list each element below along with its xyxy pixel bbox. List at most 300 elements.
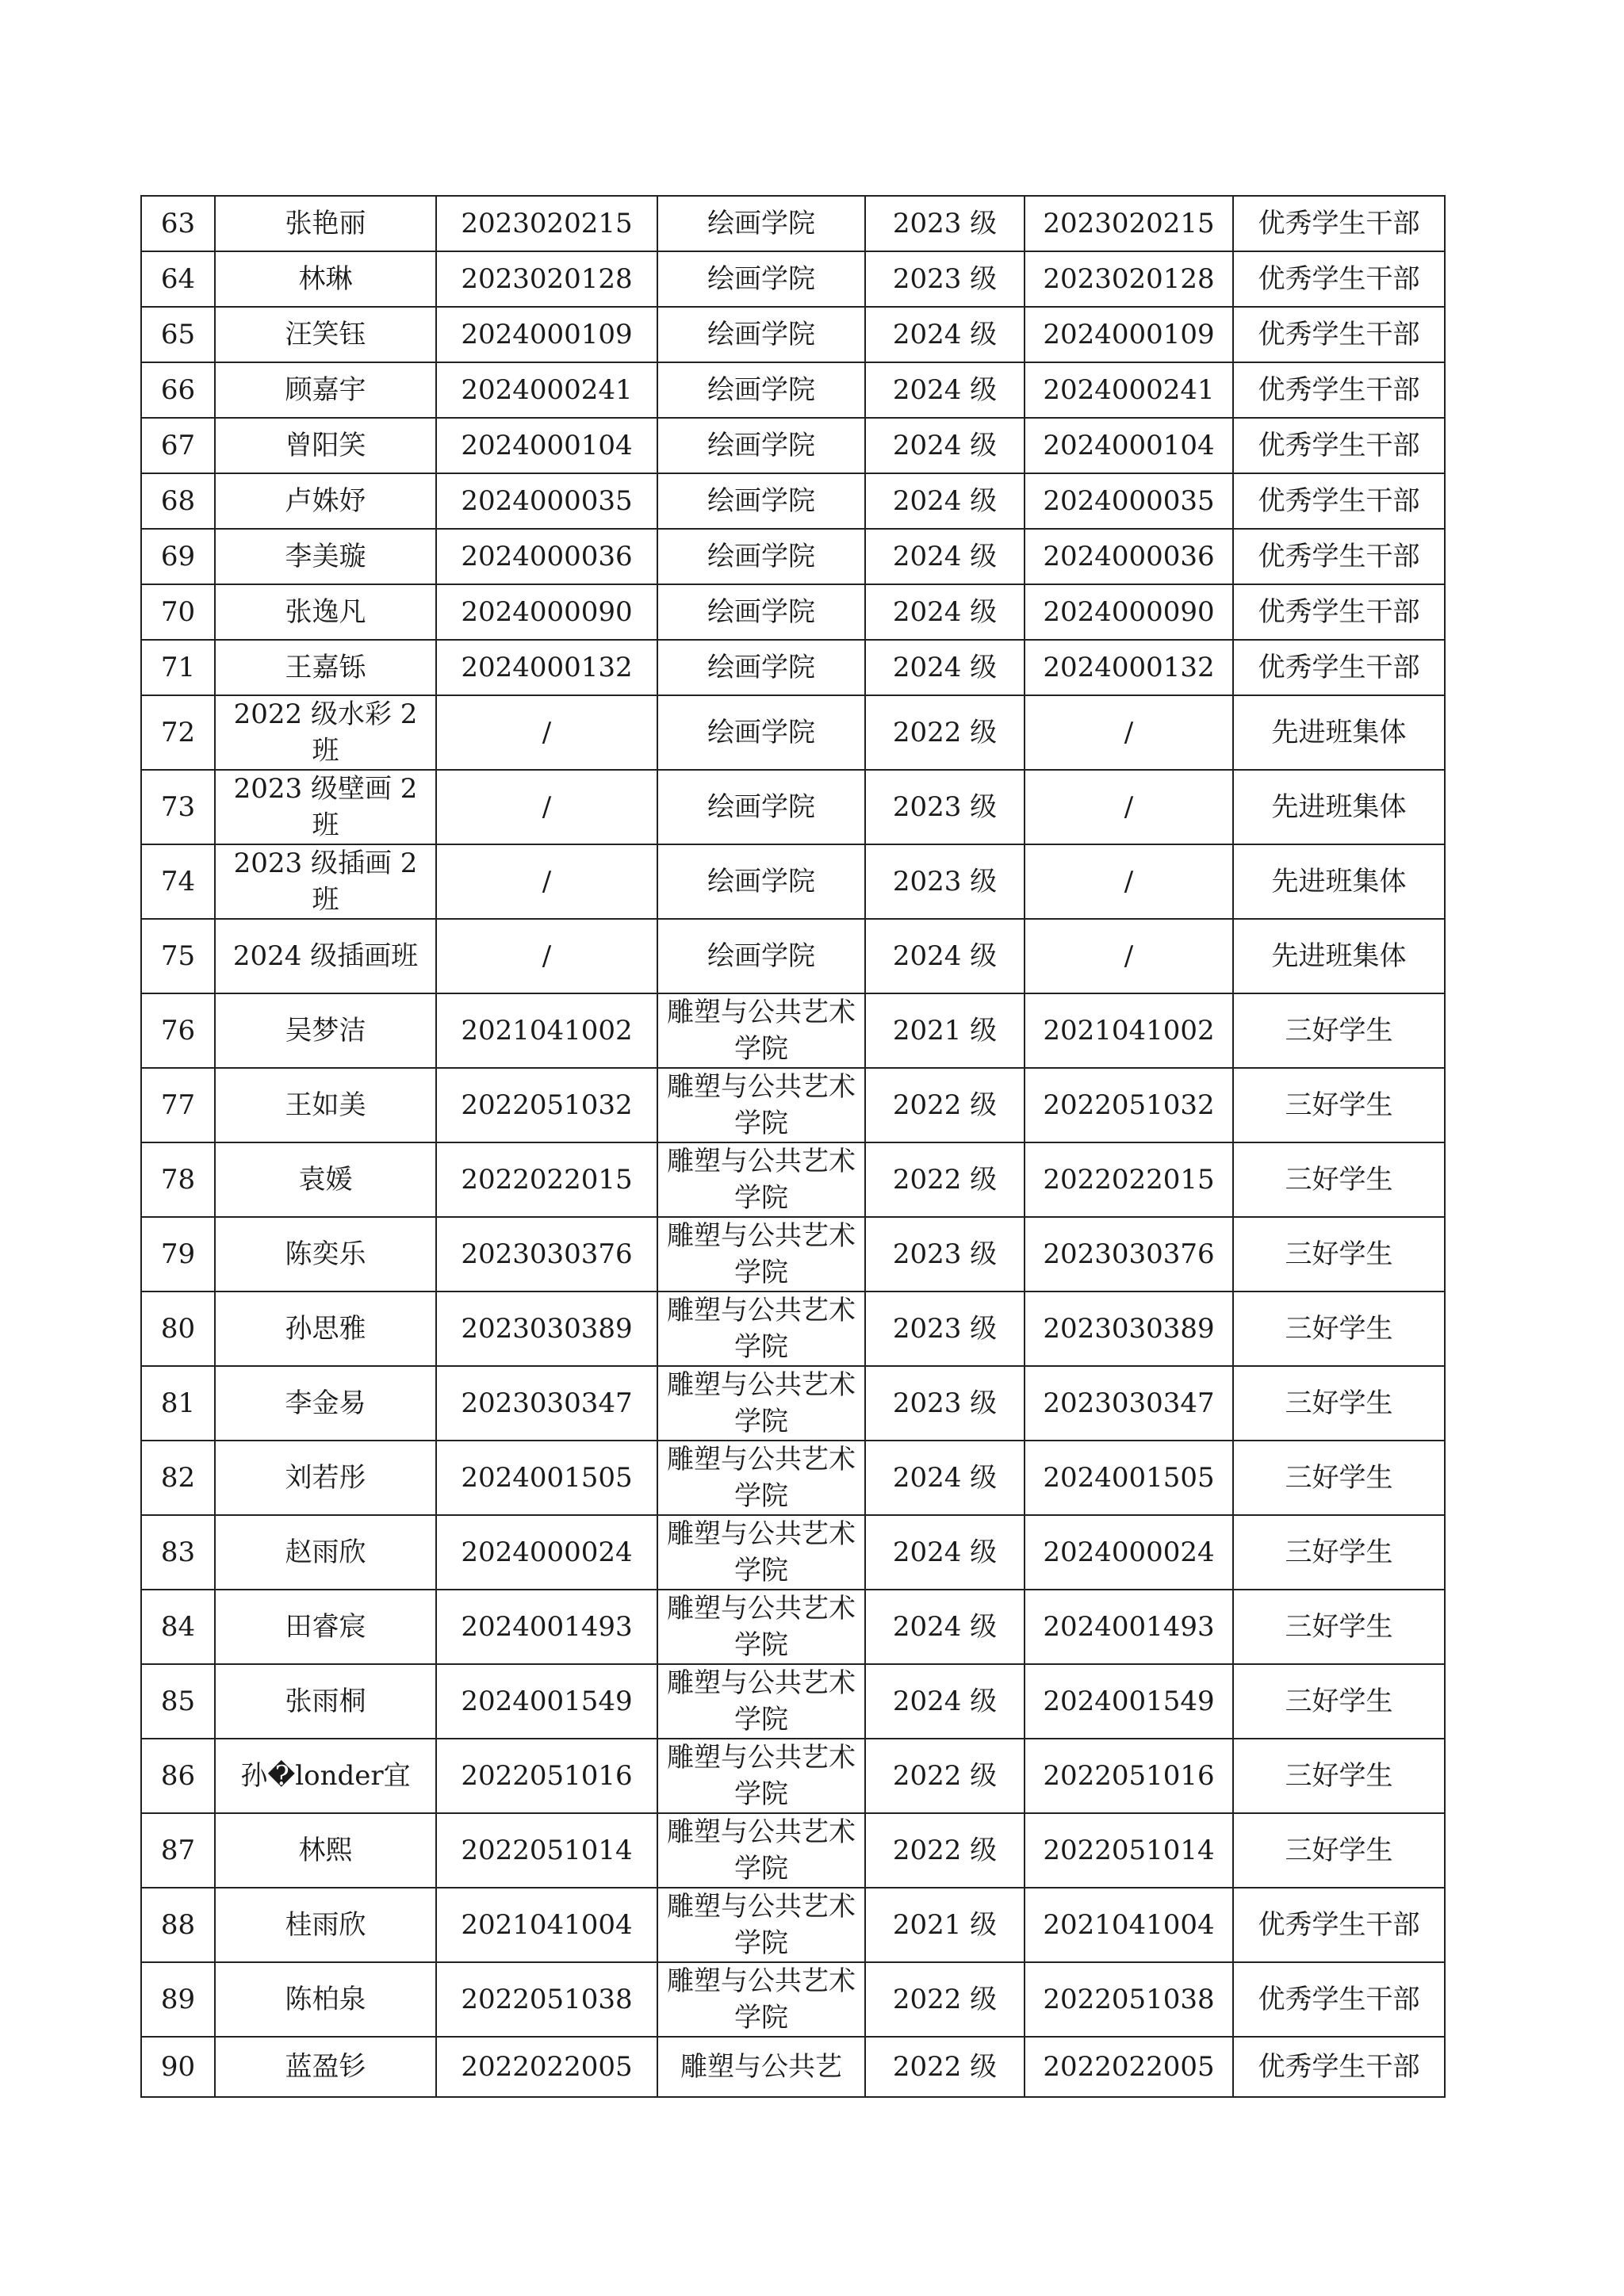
row-number: 79 (160, 1238, 196, 1270)
student-id: 2022051032 (461, 1089, 633, 1121)
student-name-cell (215, 844, 436, 919)
award-type-cell (1233, 1068, 1445, 1142)
student-id: / (542, 717, 552, 748)
student-id: 2021041004 (461, 1909, 633, 1941)
award-type-cell (1233, 1888, 1445, 1962)
grade-level-cell (865, 1962, 1025, 2037)
college-name-cell (657, 529, 865, 584)
award-type-cell (1233, 1590, 1445, 1664)
student-name: 王如美 (285, 1089, 366, 1121)
table-row (141, 2037, 1445, 2097)
student-id-repeat-cell (1025, 993, 1233, 1068)
college-name-cell (657, 1962, 865, 2037)
student-name-cell (215, 1142, 436, 1217)
student-name: 2023 级壁画 2 班 (233, 773, 418, 841)
student-id-repeat-cell (1025, 362, 1233, 418)
table-row (141, 1813, 1445, 1888)
student-id: 2023030389 (461, 1313, 633, 1345)
row-number: 86 (160, 1760, 196, 1792)
student-id-repeat: 2024000090 (1043, 596, 1215, 628)
award-type-cell (1233, 695, 1445, 770)
row-number: 85 (160, 1686, 196, 1717)
student-id-repeat: 2022051016 (1043, 1760, 1215, 1792)
college-name-cell (657, 1068, 865, 1142)
college-name: 绘画学院 (707, 263, 815, 295)
student-name-cell (215, 362, 436, 418)
college-name: 绘画学院 (707, 319, 815, 350)
row-number-cell (141, 1590, 215, 1664)
college-name: 雕塑与公共艺术学院 (667, 1965, 856, 2034)
student-id: 2024000104 (461, 430, 633, 461)
row-number: 71 (160, 652, 196, 683)
grade-level: 2023 级 (892, 866, 998, 897)
college-name-cell (657, 1813, 865, 1888)
grade-level-cell (865, 1366, 1025, 1441)
grade-level-cell (865, 1813, 1025, 1888)
row-number-cell (141, 993, 215, 1068)
student-name: 孙�londer宜 (240, 1760, 411, 1792)
student-id-repeat: 2024000104 (1043, 430, 1215, 461)
row-number: 78 (160, 1164, 196, 1196)
row-number: 66 (160, 374, 196, 406)
student-id-repeat: 2022051014 (1043, 1835, 1215, 1866)
student-id-cell (436, 196, 657, 251)
row-number: 90 (160, 2051, 196, 2083)
award-type-cell (1233, 307, 1445, 362)
row-number-cell (141, 362, 215, 418)
table-row (141, 1664, 1445, 1739)
student-name-cell (215, 1441, 436, 1515)
student-id-repeat: 2024001505 (1043, 1462, 1215, 1494)
row-number-cell (141, 770, 215, 844)
student-id-cell (436, 584, 657, 640)
row-number-cell (141, 1366, 215, 1441)
student-id: 2023030376 (461, 1238, 633, 1270)
student-id: 2024000241 (461, 374, 633, 406)
award-type: 三好学生 (1285, 1611, 1393, 1643)
student-id-repeat-cell (1025, 1813, 1233, 1888)
grade-level: 2023 级 (892, 1313, 998, 1345)
grade-level-cell (865, 529, 1025, 584)
student-name: 陈奕乐 (285, 1238, 366, 1270)
row-number-cell (141, 473, 215, 529)
college-name-cell (657, 1292, 865, 1366)
student-id-repeat: 2022022005 (1043, 2051, 1215, 2083)
student-id-repeat-cell (1025, 307, 1233, 362)
grade-level: 2024 级 (892, 541, 998, 572)
college-name: 雕塑与公共艺术学院 (667, 1891, 856, 1959)
student-name-cell (215, 584, 436, 640)
student-id-repeat-cell (1025, 640, 1233, 695)
student-name-cell (215, 1068, 436, 1142)
table-row (141, 418, 1445, 473)
student-id: / (542, 940, 552, 972)
grade-level: 2022 级 (892, 2051, 998, 2083)
student-id-cell (436, 362, 657, 418)
award-type-cell (1233, 418, 1445, 473)
student-id-cell (436, 529, 657, 584)
student-id: / (542, 866, 552, 897)
college-name-cell (657, 1217, 865, 1292)
grade-level: 2022 级 (892, 1164, 998, 1196)
table-row (141, 1441, 1445, 1515)
row-number-cell (141, 695, 215, 770)
row-number: 83 (160, 1536, 196, 1568)
student-name-cell (215, 1217, 436, 1292)
student-id-repeat-cell (1025, 695, 1233, 770)
student-name: 王嘉铄 (285, 652, 366, 683)
table-row (141, 584, 1445, 640)
row-number-cell (141, 1068, 215, 1142)
grade-level-cell (865, 1888, 1025, 1962)
row-number: 89 (160, 1984, 196, 2015)
row-number: 87 (160, 1835, 196, 1866)
award-type: 先进班集体 (1271, 940, 1407, 972)
student-id-repeat: 2024000109 (1043, 319, 1215, 350)
student-name-cell (215, 1292, 436, 1366)
student-name: 汪笑钰 (285, 319, 366, 350)
grade-level: 2024 级 (892, 596, 998, 628)
student-name-cell (215, 2037, 436, 2097)
student-name-cell (215, 529, 436, 584)
grade-level-cell (865, 1142, 1025, 1217)
student-name-cell (215, 1590, 436, 1664)
award-type: 先进班集体 (1271, 717, 1407, 748)
student-name-cell (215, 1664, 436, 1739)
student-id-repeat-cell (1025, 473, 1233, 529)
row-number-cell (141, 196, 215, 251)
award-type: 优秀学生干部 (1258, 1909, 1420, 1941)
row-number-cell (141, 1813, 215, 1888)
row-number-cell (141, 1441, 215, 1515)
student-id: 2022051038 (461, 1984, 633, 2015)
award-type: 先进班集体 (1271, 866, 1407, 897)
table-row (141, 1888, 1445, 1962)
table-row (141, 993, 1445, 1068)
student-id-repeat: 2024000036 (1043, 541, 1215, 572)
college-name: 绘画学院 (707, 485, 815, 517)
row-number-cell (141, 1142, 215, 1217)
student-id-repeat-cell (1025, 1441, 1233, 1515)
college-name-cell (657, 2037, 865, 2097)
college-name: 雕塑与公共艺术学院 (667, 1518, 856, 1586)
student-id: 2023030347 (461, 1387, 633, 1419)
award-type-cell (1233, 640, 1445, 695)
student-id-repeat: 2024000241 (1043, 374, 1215, 406)
roster-body (141, 196, 1445, 2097)
student-id-repeat-cell (1025, 1142, 1233, 1217)
grade-level-cell (865, 584, 1025, 640)
table-row (141, 362, 1445, 418)
row-number: 75 (160, 940, 196, 972)
student-id: 2022022005 (461, 2051, 633, 2083)
row-number-cell (141, 640, 215, 695)
student-id-cell (436, 307, 657, 362)
student-id-cell (436, 844, 657, 919)
row-number: 80 (160, 1313, 196, 1345)
award-type: 三好学生 (1285, 1313, 1393, 1345)
student-name-cell (215, 695, 436, 770)
student-name: 李金易 (285, 1387, 366, 1419)
student-id-cell (436, 770, 657, 844)
table-row (141, 1217, 1445, 1292)
student-name-cell (215, 473, 436, 529)
grade-level-cell (865, 251, 1025, 307)
student-id-repeat: 2021041002 (1043, 1015, 1215, 1047)
table-row (141, 1515, 1445, 1590)
student-id-repeat: / (1124, 866, 1134, 897)
student-name-cell (215, 1739, 436, 1813)
college-name-cell (657, 1366, 865, 1441)
grade-level-cell (865, 1068, 1025, 1142)
table-row (141, 307, 1445, 362)
row-number-cell (141, 1515, 215, 1590)
student-name: 桂雨欣 (285, 1909, 366, 1941)
table-row (141, 1962, 1445, 2037)
grade-level: 2023 级 (892, 791, 998, 823)
student-name: 林琳 (298, 263, 353, 295)
grade-level: 2024 级 (892, 430, 998, 461)
student-name-cell (215, 1515, 436, 1590)
college-name-cell (657, 362, 865, 418)
award-type-cell (1233, 362, 1445, 418)
grade-level: 2022 级 (892, 1760, 998, 1792)
student-name-cell (215, 418, 436, 473)
college-name-cell (657, 1739, 865, 1813)
award-type-cell (1233, 1813, 1445, 1888)
table-row (141, 1292, 1445, 1366)
student-name: 蓝盈钐 (285, 2051, 366, 2083)
row-number-cell (141, 2037, 215, 2097)
college-name: 绘画学院 (707, 374, 815, 406)
student-id-repeat: 2023020215 (1043, 208, 1215, 239)
award-type: 优秀学生干部 (1258, 430, 1420, 461)
college-name: 绘画学院 (707, 596, 815, 628)
college-name: 绘画学院 (707, 430, 815, 461)
row-number-cell (141, 1292, 215, 1366)
student-id: 2024000090 (461, 596, 633, 628)
table-row (141, 1142, 1445, 1217)
student-id-cell (436, 1441, 657, 1515)
award-type: 三好学生 (1285, 1015, 1393, 1047)
student-name-cell (215, 251, 436, 307)
grade-level-cell (865, 993, 1025, 1068)
row-number: 67 (160, 430, 196, 461)
student-id-repeat: 2023030347 (1043, 1387, 1215, 1419)
row-number: 72 (160, 717, 196, 748)
table-row (141, 196, 1445, 251)
award-type-cell (1233, 1739, 1445, 1813)
student-id-repeat-cell (1025, 770, 1233, 844)
award-type-cell (1233, 584, 1445, 640)
college-name-cell (657, 1664, 865, 1739)
row-number: 63 (160, 208, 196, 239)
student-id-cell (436, 1142, 657, 1217)
grade-level-cell (865, 362, 1025, 418)
award-type: 优秀学生干部 (1258, 208, 1420, 239)
student-id-repeat-cell (1025, 1739, 1233, 1813)
student-id-cell (436, 1739, 657, 1813)
student-name-cell (215, 1366, 436, 1441)
student-id-cell (436, 473, 657, 529)
table-row (141, 695, 1445, 770)
grade-level: 2022 级 (892, 1835, 998, 1866)
college-name: 雕塑与公共艺术学院 (667, 1220, 856, 1288)
grade-level: 2024 级 (892, 940, 998, 972)
college-name-cell (657, 993, 865, 1068)
row-number: 84 (160, 1611, 196, 1643)
award-type: 优秀学生干部 (1258, 652, 1420, 683)
student-id-cell (436, 1813, 657, 1888)
student-name-cell (215, 1962, 436, 2037)
college-name: 雕塑与公共艺 (680, 2051, 842, 2083)
student-id-repeat-cell (1025, 1664, 1233, 1739)
student-id: 2024000024 (461, 1536, 633, 1568)
student-name-cell (215, 1888, 436, 1962)
college-name-cell (657, 251, 865, 307)
grade-level-cell (865, 307, 1025, 362)
award-type-cell (1233, 1142, 1445, 1217)
award-type-cell (1233, 251, 1445, 307)
grade-level: 2024 级 (892, 652, 998, 683)
row-number: 68 (160, 485, 196, 517)
student-id-cell (436, 1888, 657, 1962)
college-name: 雕塑与公共艺术学院 (667, 1593, 856, 1661)
student-id-repeat-cell (1025, 2037, 1233, 2097)
student-id-cell (436, 1366, 657, 1441)
student-id: 2022051016 (461, 1760, 633, 1792)
award-type: 优秀学生干部 (1258, 374, 1420, 406)
student-id-repeat-cell (1025, 1515, 1233, 1590)
student-id-repeat: / (1124, 791, 1134, 823)
row-number-cell (141, 1217, 215, 1292)
row-number: 88 (160, 1909, 196, 1941)
college-name: 雕塑与公共艺术学院 (667, 1816, 856, 1885)
student-id: 2024001505 (461, 1462, 633, 1494)
college-name-cell (657, 418, 865, 473)
student-id-cell (436, 993, 657, 1068)
student-id-cell (436, 1292, 657, 1366)
student-id-cell (436, 1068, 657, 1142)
college-name: 雕塑与公共艺术学院 (667, 1369, 856, 1437)
award-type-cell (1233, 1217, 1445, 1292)
table-row (141, 1068, 1445, 1142)
grade-level: 2023 级 (892, 1238, 998, 1270)
grade-level-cell (865, 473, 1025, 529)
student-id-repeat: 2024001549 (1043, 1686, 1215, 1717)
award-type-cell (1233, 2037, 1445, 2097)
row-number-cell (141, 529, 215, 584)
college-name-cell (657, 307, 865, 362)
college-name-cell (657, 844, 865, 919)
college-name: 雕塑与公共艺术学院 (667, 1295, 856, 1363)
student-id: 2022051014 (461, 1835, 633, 1866)
student-id-cell (436, 640, 657, 695)
student-id-repeat: 2022022015 (1043, 1164, 1215, 1196)
table-row (141, 529, 1445, 584)
award-type: 三好学生 (1285, 1760, 1393, 1792)
award-type-cell (1233, 196, 1445, 251)
student-id-cell (436, 251, 657, 307)
college-name: 雕塑与公共艺术学院 (667, 997, 856, 1065)
row-number-cell (141, 251, 215, 307)
grade-level: 2023 级 (892, 1387, 998, 1419)
grade-level-cell (865, 1441, 1025, 1515)
student-name: 袁媛 (298, 1164, 353, 1196)
college-name-cell (657, 1590, 865, 1664)
row-number: 76 (160, 1015, 196, 1047)
award-type-cell (1233, 770, 1445, 844)
student-name-cell (215, 196, 436, 251)
student-id: 2024001549 (461, 1686, 633, 1717)
college-name-cell (657, 695, 865, 770)
row-number-cell (141, 919, 215, 993)
student-id-repeat-cell (1025, 1292, 1233, 1366)
award-type-cell (1233, 1664, 1445, 1739)
table-row (141, 1590, 1445, 1664)
college-name: 雕塑与公共艺术学院 (667, 1071, 856, 1139)
award-type-cell (1233, 529, 1445, 584)
student-id-cell (436, 1217, 657, 1292)
grade-level-cell (865, 1590, 1025, 1664)
grade-level: 2023 级 (892, 208, 998, 239)
student-id-cell (436, 695, 657, 770)
award-type: 先进班集体 (1271, 791, 1407, 823)
student-id-cell (436, 1515, 657, 1590)
award-type: 三好学生 (1285, 1238, 1393, 1270)
college-name: 绘画学院 (707, 866, 815, 897)
award-type-cell (1233, 1366, 1445, 1441)
award-type: 优秀学生干部 (1258, 485, 1420, 517)
college-name-cell (657, 196, 865, 251)
grade-level: 2024 级 (892, 1536, 998, 1568)
grade-level-cell (865, 1217, 1025, 1292)
student-id-repeat-cell (1025, 919, 1233, 993)
student-name: 陈柏泉 (285, 1984, 366, 2015)
row-number-cell (141, 1664, 215, 1739)
table-row (141, 844, 1445, 919)
row-number-cell (141, 1739, 215, 1813)
award-type: 三好学生 (1285, 1462, 1393, 1494)
award-type: 三好学生 (1285, 1686, 1393, 1717)
student-id-repeat: 2024001493 (1043, 1611, 1215, 1643)
grade-level-cell (865, 919, 1025, 993)
student-name: 吴梦洁 (285, 1015, 366, 1047)
student-name: 赵雨欣 (285, 1536, 366, 1568)
grade-level-cell (865, 1739, 1025, 1813)
grade-level: 2024 级 (892, 319, 998, 350)
student-name: 刘若彤 (285, 1462, 366, 1494)
grade-level: 2024 级 (892, 374, 998, 406)
award-type: 三好学生 (1285, 1536, 1393, 1568)
award-type-cell (1233, 993, 1445, 1068)
row-number: 64 (160, 263, 196, 295)
grade-level: 2024 级 (892, 1611, 998, 1643)
student-name: 张雨桐 (285, 1686, 366, 1717)
grade-level-cell (865, 418, 1025, 473)
college-name-cell (657, 1515, 865, 1590)
college-name-cell (657, 584, 865, 640)
student-id-repeat: 2022051032 (1043, 1089, 1215, 1121)
student-id-repeat-cell (1025, 1068, 1233, 1142)
student-id-repeat-cell (1025, 418, 1233, 473)
student-id: 2022022015 (461, 1164, 633, 1196)
student-id: 2021041002 (461, 1015, 633, 1047)
student-name: 李美璇 (285, 541, 366, 572)
student-name: 2023 级插画 2 班 (233, 848, 418, 916)
row-number: 70 (160, 596, 196, 628)
row-number: 65 (160, 319, 196, 350)
